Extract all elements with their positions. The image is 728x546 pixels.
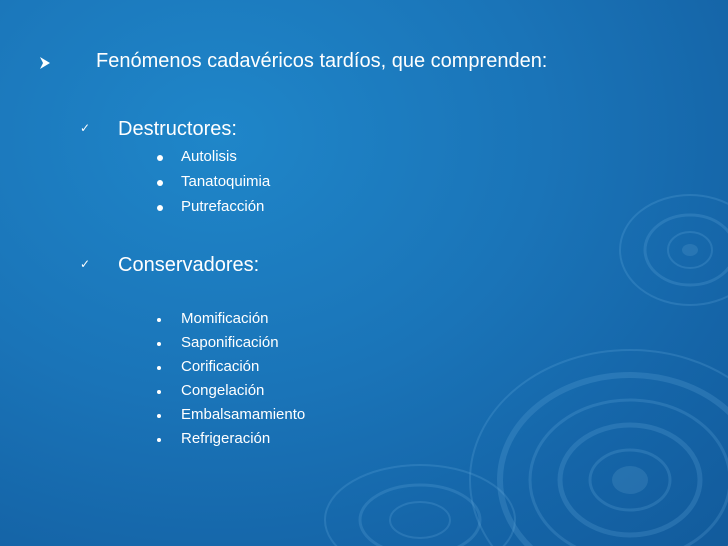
list-item: Corificación	[181, 358, 260, 375]
list-item: Tanatoquimia	[181, 173, 271, 190]
round-bullet-icon	[157, 414, 161, 418]
arrowhead-bullet-icon	[38, 56, 52, 70]
checkmark-bullet-icon: ✓	[80, 121, 91, 135]
list-item: Putrefacción	[181, 198, 265, 215]
round-bullet-icon	[157, 180, 163, 186]
round-bullet-icon	[157, 438, 161, 442]
list-item: Autolisis	[181, 148, 237, 165]
group-heading-destructores: Destructores:	[118, 118, 237, 140]
round-bullet-icon	[157, 155, 163, 161]
round-bullet-icon	[157, 366, 161, 370]
round-bullet-icon	[157, 318, 161, 322]
main-bullet-text: Fenómenos cadavéricos tardíos, que comprenden:	[96, 50, 548, 72]
checkmark-bullet-icon: ✓	[80, 257, 91, 271]
list-item: Congelación	[181, 382, 265, 399]
round-bullet-icon	[157, 342, 161, 346]
round-bullet-icon	[157, 390, 161, 394]
list-item: Saponificación	[181, 334, 279, 351]
list-item: Momificación	[181, 310, 269, 327]
list-item: Embalsamamiento	[181, 406, 306, 423]
list-item: Refrigeración	[181, 430, 271, 447]
group-heading-conservadores: Conservadores:	[118, 254, 260, 276]
round-bullet-icon	[157, 205, 163, 211]
